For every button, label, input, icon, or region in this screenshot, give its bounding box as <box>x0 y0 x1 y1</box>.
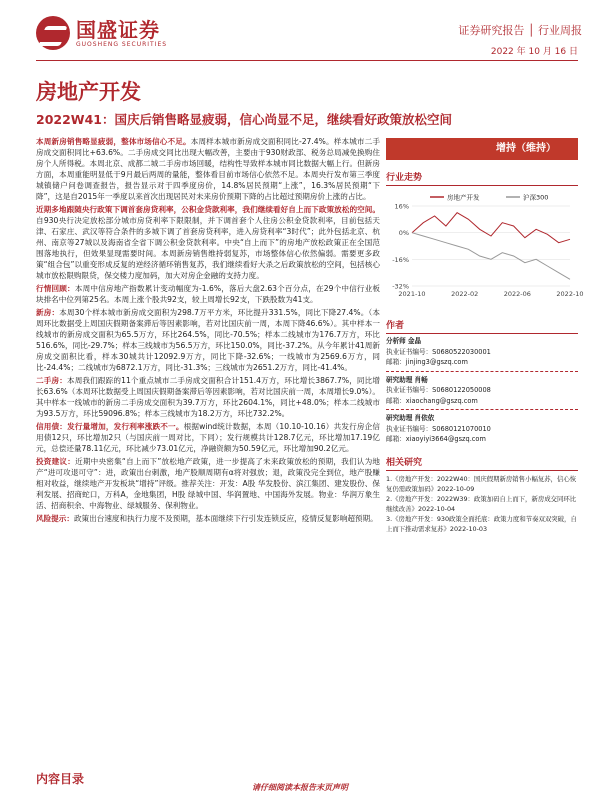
toc-title: 内容目录 <box>36 772 85 786</box>
analyst-email[interactable]: 邮箱：jinjing3@gszq.com <box>386 358 468 366</box>
report-subtitle: 2022W41：国庆后销售略显疲弱，信心尚显不足，继续看好政策放松空间 <box>36 112 452 127</box>
logo-icon <box>36 16 70 50</box>
x-tick-label: 2021-10 <box>398 290 426 298</box>
paragraph-policy: 近期多地跟随央行政策下调首套房贷利率，公积金贷款利率，我们继续看好自上而下政策放松的空间。自930央行决定放松部分城市房贷利率下限限制，并下调首套个人住房公积金贷款利率，目前包括天津、石家庄、武汉等符合条件的多城下调了首套房贷利率，进入房贷利率“3时代”；此外包括北京、杭州、南京等27城以及海南省全省下调公积金贷款利率。中央“自上而下”的房地产放松政策正在全国范围落地执行，但效果显现需要时间。本周新房销售维持弱复苏，市场整体信心依然偏弱。需要更多政策“组合包”以重变形成反复的逆经济循环销售复苏，我们继续看好大杀之后政策放松的空间，包括核心城市放松限购限贷，保交楼力度加码，加大对房企金融的支持力度。 <box>36 205 380 280</box>
rating-badge: 增持（维持） <box>386 138 578 160</box>
x-tick-label: 2022-02 <box>451 290 479 298</box>
related-title: 相关研究 <box>386 455 578 471</box>
series-line <box>412 233 570 280</box>
analyst-item: 研究助理 肖依依 执业证书编号：S0680121070010 邮箱：xiaoyiyi3664@gszq.com <box>386 413 578 445</box>
paragraph-credit-bond: 信用债：发行量增加，发行利率涨跌不一。根据wind统计数据，本周（10.10-10.16）共发行房企信用债12只，环比增加2只（与国庆前一周对比，下同）；发行规模共计128.7亿元，环比增加17.19亿元，总偿还量78.11亿元，环比减少73.01亿元，净融资额为50.59亿元，环比增加90.2亿元。 <box>36 422 380 453</box>
report-header <box>0 0 600 60</box>
analyst-list <box>386 336 578 445</box>
analyst-item: 分析师 金晶 执业证书编号：S0680522030001 邮箱：jinjing3@gszq.com <box>386 336 578 368</box>
main-body <box>36 136 380 526</box>
paragraph-investment: 投资建议：近期中央密集“自上而下”放松地产政策，进一步提高了未来政策放松的预期，我们认为地产“进可攻退可守”：进，政策出台刺激，地产股顺周期有α将对强放；退，政策没完全到位，地产股赚相对收益，继续地产开发板块“增持”评级。推荐关注：开发：A股 华发股份、滨江集团、建发股份、保利发展、招商蛇口，万科A，金地集团，H股 绿城中国、华润置地、中国海外发展。物业：华润万象生活、招商积余、中海物业、绿城服务、保利物业。 <box>36 457 380 510</box>
analyst-divider <box>386 409 578 410</box>
report-date: 2022 年 10 月 16 日 <box>490 47 578 57</box>
report-type: 证券研究报告 │ 行业周报 <box>458 24 582 37</box>
sidebar <box>386 138 584 534</box>
analyst-email[interactable]: 邮箱：xiaoyiyi3664@gszq.com <box>386 435 486 443</box>
analyst-email[interactable]: 邮箱：xiaochang@gszq.com <box>386 396 478 405</box>
analyst-item: 研究助理 肖畅 执业证书编号：S0680122050008 邮箱：xiaochang@gszq.com <box>386 375 578 407</box>
y-tick-label: -16% <box>392 255 409 264</box>
y-tick-label: 16% <box>394 202 409 211</box>
logo-name-cn: 国盛证券 <box>76 17 160 42</box>
legend-label: 沪深300 <box>523 193 549 202</box>
paragraph-market: 行情回顾：本周中信房地产指数累计变动幅度为-1.6%，落后大盘2.63个百分点，在29个中信行业板块排名中位列第25名。本周上涨个股共92支，较上周增长92支，下跌股数为41支。 <box>36 284 380 304</box>
paragraph-second-hand: 二手房：本周我们跟踪的11个重点城市二手房成交面积合计151.4万方，环比增长3867.7%，同比增长63.6%（本周环比数据受上周国庆假期备案滞后等因素影响，若对比国庆前一周，本周增长9.0%）。其中样本一线城市的新房二手房成交面积为39.7万方，环比2604.1%，同比+48.0%；样本二线城市为93.5万方，环比59096.8%；样本三线城市为18.2万方，环比732.2%。 <box>36 376 381 418</box>
series-line <box>412 213 570 243</box>
analyst-divider <box>386 371 578 372</box>
trend-chart <box>386 190 584 308</box>
y-tick-label: 0% <box>398 229 409 238</box>
related-item[interactable]: 3.《房地产开发：930政策全面托底：政策力度和节奏双双突破，自上而下推动需求复苏》2022-10-03 <box>386 514 577 533</box>
header-divider <box>36 60 578 61</box>
paragraph-new-home: 新房：本周30个样本城市新房成交面积为298.7万平方米，环比提升331.5%，同比下降27.4%。（本周环比数据受上周国庆假期备案滞后等因素影响，若对比国庆前一周，本周下降46.6%）。其中样本一线城市的新房成交面积为65.5万方，环比264.5%，同比-70.5%；样本二线城市为176.7万方，环比516.6%，同比-29.7%；样本三线城市为56.5万方，环比150.0%，同比-37.2%。从今年累计41周新房成交面积比看，样本30城共计12092.9万方，同比下降-32.6%；一线城市为2569.6万方，同比-24.4%；二线城市为6872.1万方，同比-31.3%；三线城市为2651.2万方，同比-41.4%。 <box>36 308 380 372</box>
trend-title: 行业走势 <box>386 170 578 186</box>
x-tick-label: 2022-06 <box>503 290 531 298</box>
footer-note: 请仔细阅读本报告末页声明 <box>252 783 348 792</box>
logo-name-en: GUOSHENG SECURITIES <box>76 40 168 48</box>
paragraph-risk: 风险提示：政策出台速度和执行力度不及预期，基本面继续下行引发连锁反应，疫情反复影响超预期。 <box>36 514 378 523</box>
related-item[interactable]: 2.《房地产开发：2022W39：政策加码自上而下，新房成交同环比继续改善》2022-10-04 <box>386 494 577 513</box>
related-item[interactable]: 1.《房地产开发：2022W40：国庆假期新房销售小幅复苏，信心恢复仍需政策加码》2022-10-09 <box>386 474 577 493</box>
trend-chart-svg <box>386 190 584 308</box>
y-tick-label: -32% <box>392 282 409 291</box>
paragraph-summary: 本周新房销售略显疲弱，整体市场信心不足。本周样本城市新房成交面积同比-27.4%。样本城市二手房成交面积同比+63.6%。二手房成交同比出现大幅改善，主要由于930财政部、税务总局减免换购住房个人所得税。本周北京、成都二城二手房市场回暖，结构性导致样本城市同比数据大幅上行。但新房方面，本周重能明显低于9月最后两周的量能，整体看目前市场信心依然不足。本周央行发布第三季度城镇储户问卷调查报告，报告显示对于四季度房价，14.8%居民预期“上涨”，16.3%居民预期“下降”，这是自2015年一季度以来首次出现居民对未来房价预期下降的占比超过预期房价上涨的占比。 <box>36 137 380 201</box>
legend-label: 房地产开发 <box>447 193 480 202</box>
company-logo <box>36 16 167 50</box>
report-title: 房地产开发 <box>36 80 141 104</box>
authors-title: 作者 <box>386 318 578 334</box>
x-tick-label: 2022-10 <box>556 290 584 298</box>
related-list <box>386 474 578 534</box>
